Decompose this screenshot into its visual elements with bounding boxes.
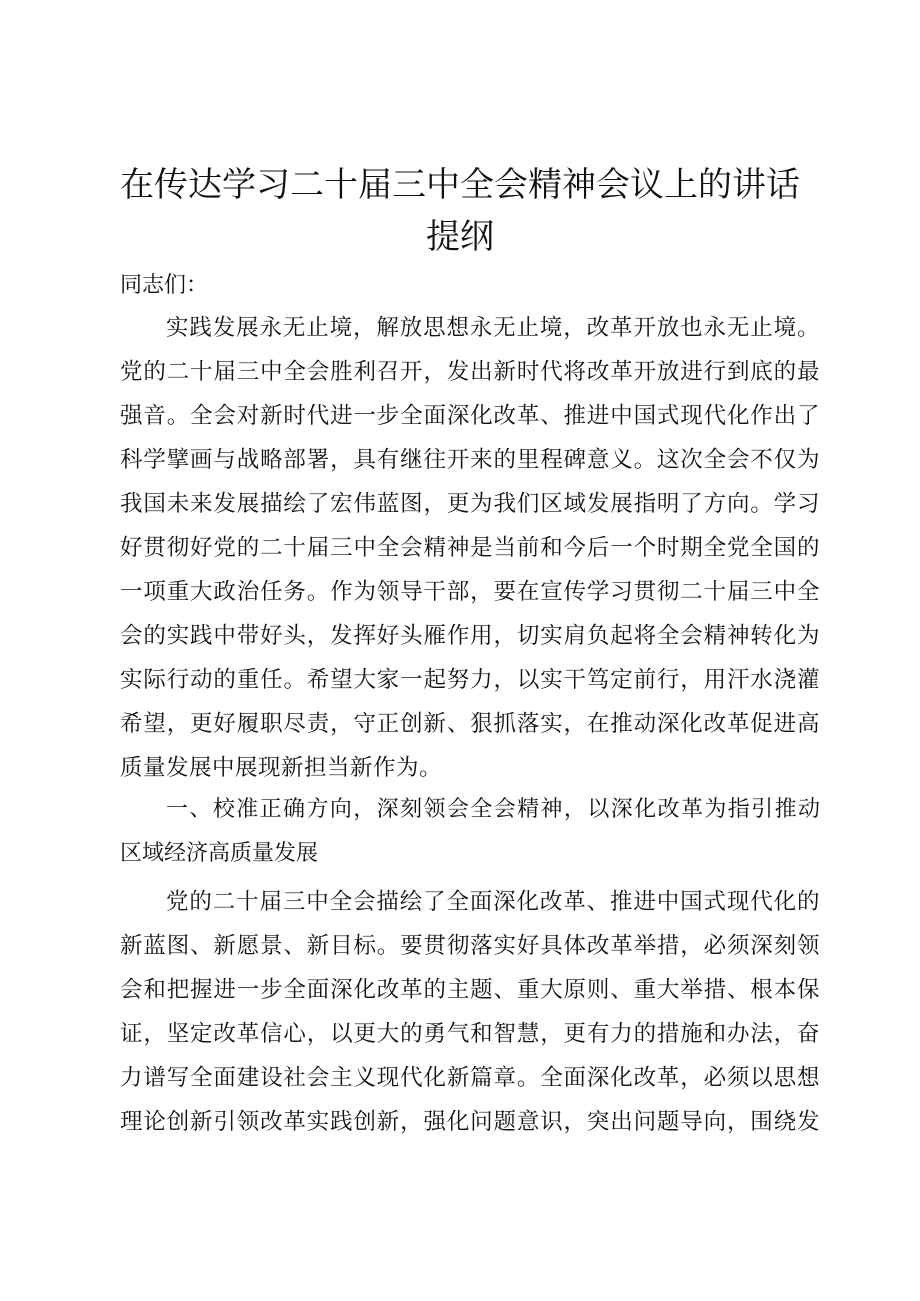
heading-line: 一、校准正确方向，深刻领会全会精神，以深化改革为指引推动 [166,797,820,822]
paragraph-2 [120,880,820,1144]
paragraph-1 [120,306,820,790]
paragraph-line: 党的二十届三中全会描绘了全面深化改革、推进中国式现代化的 [166,889,820,915]
paragraph-line: 理论创新引领改革实践创新，强化问题意识，突出问题导向，围绕发 [120,1109,820,1135]
heading-line: 区域经济高质量发展 [120,841,319,866]
paragraph-line: 实际行动的重任。希望大家一起努力，以实干笃定前行，用汗水浇灌 [120,667,820,693]
paragraph-line: 会的实践中带好头，发挥好头雁作用，切实肩负起将全会精神转化为 [120,623,820,649]
paragraph-line: 好贯彻好党的二十届三中全会精神是当前和今后一个时期全党全国的 [120,535,820,561]
paragraph-line: 希望，更好履职尽责，守正创新、狠抓落实，在推动深化改革促进高 [120,711,820,737]
paragraph-line: 质量发展中展现新担当新作为。 [120,755,443,781]
paragraph-line: 我国未来发展描绘了宏伟蓝图，更为我们区域发展指明了方向。学习 [120,491,820,517]
paragraph-line: 实践发展永无止境，解放思想永无止境，改革开放也永无止境。 [166,315,820,341]
paragraph-line: 会和把握进一步全面深化改革的主题、重大原则、重大举措、根本保 [120,977,820,1003]
paragraph-line: 强音。全会对新时代进一步全面深化改革、推进中国式现代化作出了 [120,403,820,429]
paragraph-line: 科学擘画与战略部署，具有继往开来的里程碑意义。这次全会不仅为 [120,447,820,473]
paragraph-line: 新蓝图、新愿景、新目标。要贯彻落实好具体改革举措，必须深刻领 [120,933,820,959]
greeting: 同志们： [120,273,209,298]
paragraph-line: 力谱写全面建设社会主义现代化新篇章。全面深化改革，必须以思想 [120,1065,820,1091]
document-title-line-1: 在传达学习二十届三中全会精神会议上的讲话 [120,165,800,205]
paragraph-line: 党的二十届三中全会胜利召开，发出新时代将改革开放进行到底的最 [120,359,820,385]
document-title-line-2: 提纲 [426,217,494,257]
section-heading-1 [120,788,820,876]
paragraph-line: 证，坚定改革信心，以更大的勇气和智慧，更有力的措施和办法，奋 [120,1021,820,1047]
paragraph-line: 一项重大政治任务。作为领导干部，要在宣传学习贯彻二十届三中全 [120,579,820,605]
